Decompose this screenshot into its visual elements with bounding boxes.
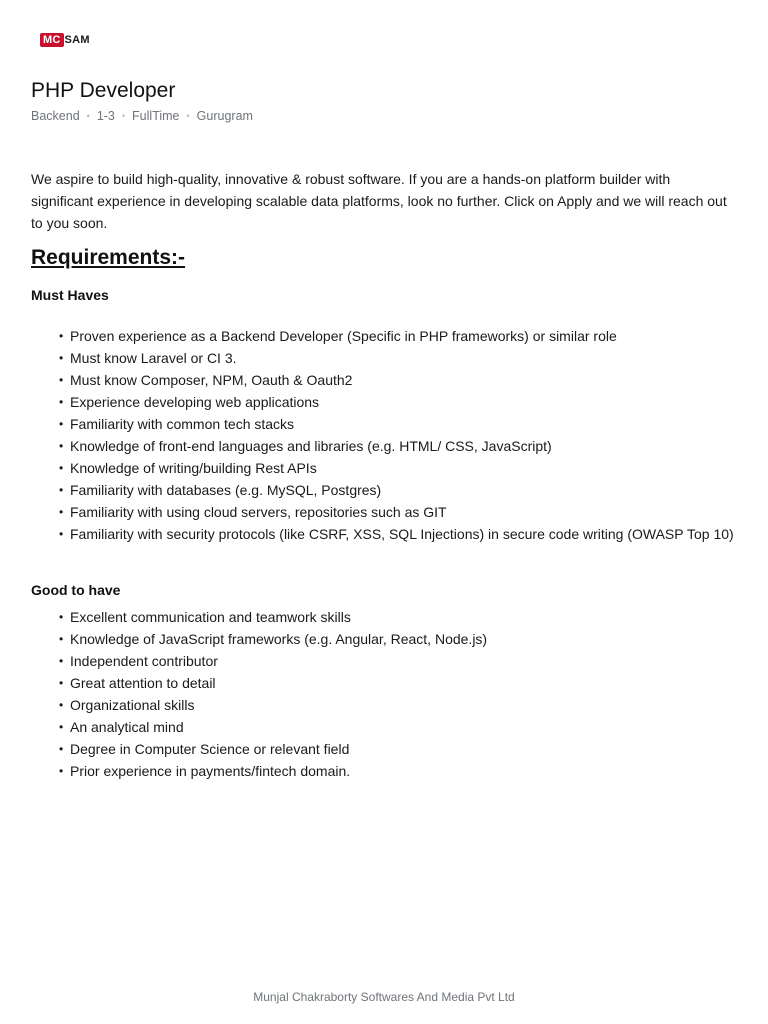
list-item: • Independent contributor <box>31 650 736 672</box>
logo-mark: MC <box>40 33 64 47</box>
footer-company-name: Munjal Chakraborty Softwares And Media Pvt Ltd <box>253 990 515 1004</box>
job-meta <box>31 109 253 123</box>
meta-department: Backend <box>31 109 80 123</box>
meta-separator: • <box>121 111 126 121</box>
must-haves-list <box>31 325 736 545</box>
list-item: • Familiarity with security protocols (like CSRF, XSS, SQL Injections) in secure code writing (OWASP Top 10) <box>31 523 736 545</box>
list-item: • An analytical mind <box>31 716 736 738</box>
list-item: • Must know Composer, NPM, Oauth & Oauth2 <box>31 369 736 391</box>
list-item: • Knowledge of front-end languages and libraries (e.g. HTML/ CSS, JavaScript) <box>31 435 736 457</box>
meta-experience: 1-3 <box>96 109 115 123</box>
good-to-have-heading: Good to have <box>31 582 121 598</box>
list-item: • Organizational skills <box>31 694 736 716</box>
meta-location: Gurugram <box>196 109 253 123</box>
job-intro: We aspire to build high-quality, innovative & robust software. If you are a hands-on platform builder with significant experience in developing scalable data platforms, look no further. Click on Apply and we will reach out to you soon. <box>31 171 727 231</box>
list-item: • Proven experience as a Backend Developer (Specific in PHP frameworks) or similar role <box>31 325 736 347</box>
must-haves-heading: Must Haves <box>31 287 109 303</box>
company-logo[interactable] <box>40 33 90 47</box>
list-item: • Must know Laravel or CI 3. <box>31 347 736 369</box>
list-item: • Prior experience in payments/fintech domain. <box>31 760 736 782</box>
requirements-heading: Requirements:- <box>31 246 186 269</box>
list-item: • Knowledge of writing/building Rest APIs <box>31 457 736 479</box>
meta-separator: • <box>186 111 190 121</box>
good-to-have-list <box>31 606 736 782</box>
job-title: PHP Developer <box>31 79 176 102</box>
meta-employment-type: FullTime <box>132 109 180 123</box>
logo-text: SAM <box>64 34 90 46</box>
list-item: • Degree in Computer Science or relevant field <box>31 738 736 760</box>
list-item: • Knowledge of JavaScript frameworks (e.g. Angular, React, Node.js) <box>31 628 736 650</box>
meta-separator: • <box>86 111 90 121</box>
list-item: • Excellent communication and teamwork skills <box>31 606 736 628</box>
list-item: • Familiarity with databases (e.g. MySQL, Postgres) <box>31 479 736 501</box>
list-item: • Familiarity with common tech stacks <box>31 413 736 435</box>
list-item: • Experience developing web applications <box>31 391 736 413</box>
list-item: • Familiarity with using cloud servers, repositories such as GIT <box>31 501 736 523</box>
list-item: • Great attention to detail <box>31 672 736 694</box>
